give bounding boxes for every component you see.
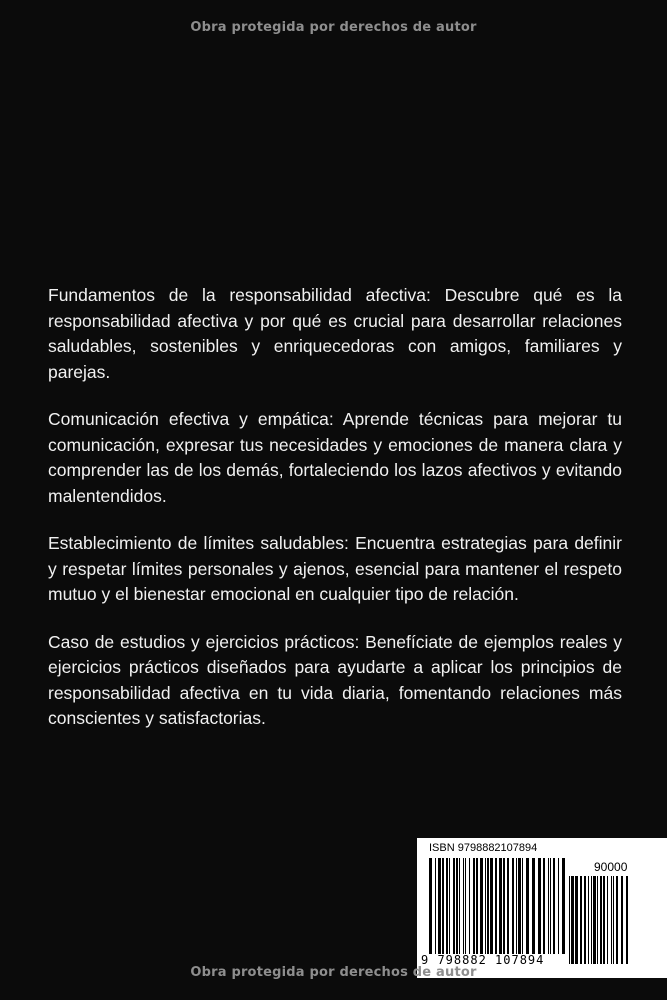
barcode-bar — [490, 858, 493, 954]
barcode-bar — [522, 858, 523, 954]
barcode-bar — [516, 858, 517, 954]
barcode-bar — [600, 876, 602, 964]
barcode-bar — [626, 876, 628, 964]
barcode-bar — [571, 876, 574, 964]
barcode-bar — [616, 876, 618, 964]
barcode-bar — [453, 858, 455, 954]
isbn-barcode — [417, 838, 667, 978]
isbn-label: ISBN 9798882107894 — [429, 842, 538, 854]
paragraph-comunicacion: Comunicación efectiva y empática: Aprende técnicas para mejorar tu comunicación, expresar tus necesidades y emociones de manera clara y comprender las de los demás, fortaleciendo los lazos afectivos y evitando malentendidos. — [48, 409, 622, 506]
barcode-bar — [543, 858, 545, 954]
barcode-bar — [463, 858, 464, 954]
barcode-bar — [456, 858, 458, 954]
price-code: 90000 — [594, 860, 628, 874]
isbn-digits: 9 798882 107894 — [421, 953, 545, 967]
barcode-bar — [526, 858, 529, 954]
barcode-bar — [603, 876, 605, 964]
barcode-bar — [584, 876, 586, 964]
barcode-bar — [613, 876, 614, 964]
barcode-bar — [495, 858, 497, 954]
barcode-bar — [487, 858, 489, 954]
barcode-bars-main — [429, 858, 565, 954]
barcode-bar — [512, 858, 514, 954]
barcode-bar — [575, 876, 578, 964]
paragraph-casos: Caso de estudios y ejercicios prácticos: Benefíciate de ejemplos reales y ejercicios prácticos diseñados para ayudarte a aplicar los principios de responsabilidad afectiva en tu vida diaria, fomentando relaciones más conscientes y satisfactorias. — [48, 631, 622, 728]
barcode-bar — [532, 858, 535, 954]
barcode-bar — [473, 858, 475, 954]
barcode-bar — [550, 858, 551, 954]
barcode-bar — [446, 858, 448, 954]
barcode-bar — [518, 858, 521, 954]
barcode-bar — [538, 858, 541, 954]
barcode-bar — [593, 876, 596, 964]
barcode-bar — [503, 858, 505, 954]
barcode-bar — [607, 876, 608, 964]
barcode-bar — [597, 876, 598, 964]
barcode-bar — [480, 858, 483, 954]
back-cover-description — [48, 283, 622, 754]
barcode-bar — [558, 858, 559, 954]
copyright-watermark-top: Obra protegida por derechos de autor — [190, 20, 477, 35]
barcode-bar — [465, 858, 466, 954]
barcode-bar — [429, 858, 432, 954]
barcode-bar — [449, 858, 450, 954]
paragraph-fundamentos: Fundamentos de la responsabilidad afectiva: Descubre qué es la responsabilidad afectiva y por qué es crucial para desarrollar relaciones saludables, sostenibles y enriquecedoras con amigos, familiares y parejas. — [48, 285, 622, 382]
barcode-bar — [548, 858, 549, 954]
barcode-bar — [591, 876, 592, 964]
barcode-bar — [553, 858, 555, 954]
barcode-bar — [476, 858, 478, 954]
barcode-bar — [435, 858, 436, 954]
barcode-bar — [459, 858, 460, 954]
copyright-watermark-bottom: Obra protegida por derechos de autor — [190, 965, 477, 980]
barcode-bars-addon — [569, 876, 633, 964]
barcode-bar — [569, 876, 570, 964]
barcode-bar — [438, 858, 441, 954]
barcode-bar — [562, 858, 565, 954]
barcode-bar — [621, 876, 623, 964]
barcode-bar — [499, 858, 502, 954]
barcode-bar — [442, 858, 444, 954]
barcode-bar — [507, 858, 509, 954]
barcode-bar — [580, 876, 582, 964]
barcode-bar — [588, 876, 589, 964]
barcode-bar — [485, 858, 486, 954]
barcode-bar — [469, 858, 470, 954]
paragraph-limites: Establecimiento de límites saludables: Encuentra estrategias para definir y respetar límites personales y ajenos, esencial para mantener el respeto mutuo y el bienestar emocional en cualquier tipo de relación. — [48, 533, 622, 604]
barcode-bar — [611, 876, 612, 964]
